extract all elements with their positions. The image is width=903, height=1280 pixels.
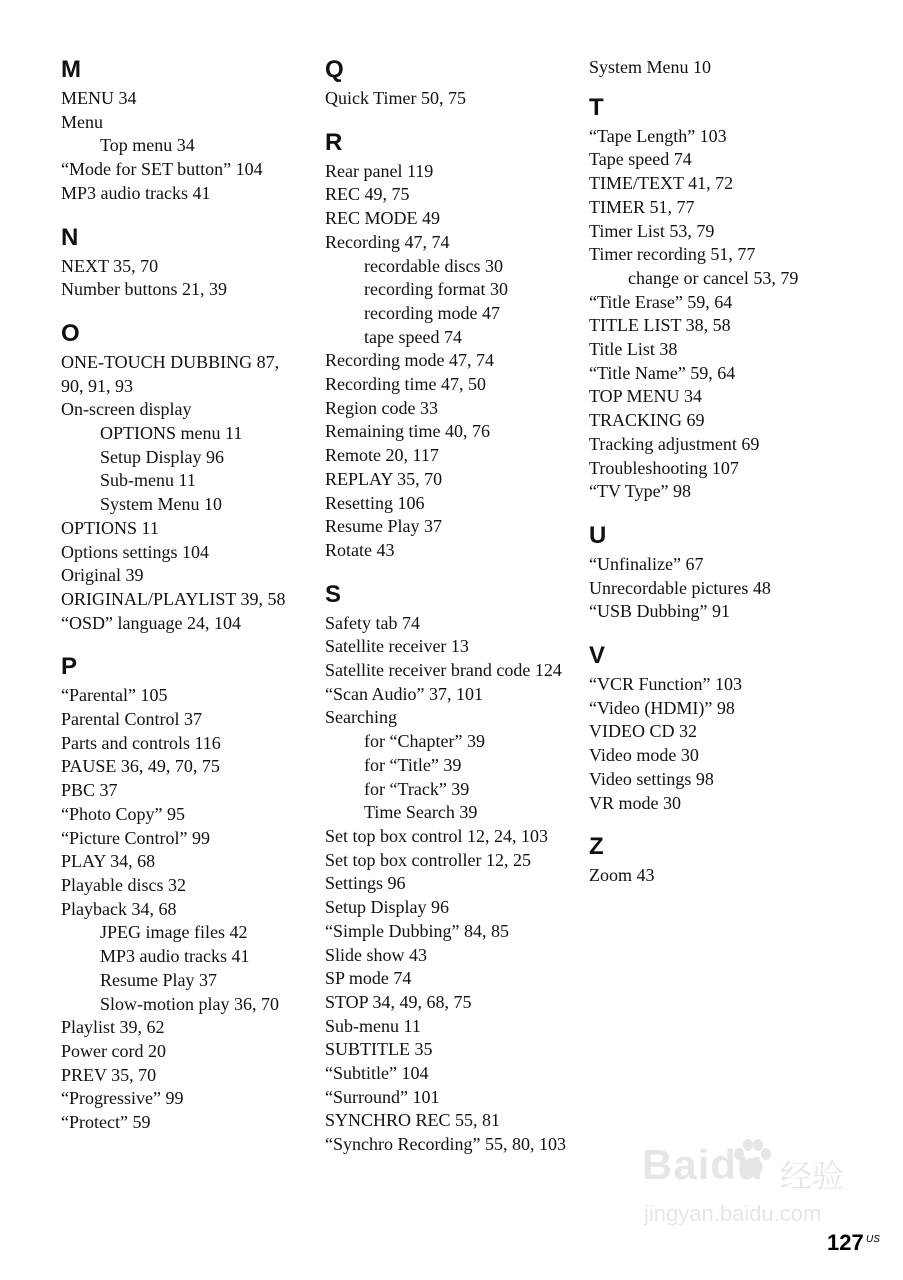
index-entry: Menu bbox=[61, 111, 103, 132]
index-section bbox=[589, 522, 889, 624]
index-entry: Setup Display 96 bbox=[325, 897, 449, 918]
index-entry: Rotate 43 bbox=[325, 539, 395, 560]
index-entry: Timer List 53, 79 bbox=[589, 220, 715, 241]
index-subentry: MP3 audio tracks 41 bbox=[100, 946, 250, 967]
page-number: 127 bbox=[827, 1230, 864, 1255]
index-entry: TIME/TEXT 41, 72 bbox=[589, 173, 734, 194]
index-section bbox=[61, 224, 306, 302]
index-entry: REPLAY 35, 70 bbox=[325, 468, 443, 489]
page-number-suffix: US bbox=[866, 1234, 880, 1245]
index-entry: TIMER 51, 77 bbox=[589, 196, 695, 217]
index-entry: Tracking adjustment 69 bbox=[589, 433, 760, 454]
index-entry: MENU 34 bbox=[61, 88, 137, 108]
index-subentry: JPEG image files 42 bbox=[100, 922, 248, 943]
index-entry: Parts and controls 116 bbox=[61, 732, 221, 753]
index-entry: Sub-menu 11 bbox=[325, 1015, 421, 1036]
section-letter: V bbox=[589, 642, 606, 670]
index-section bbox=[61, 320, 306, 635]
index-entry: PLAY 34, 68 bbox=[61, 851, 156, 872]
index-section bbox=[61, 56, 306, 206]
index-entry: “Video (HDMI)” 98 bbox=[589, 697, 735, 718]
index-entry: OPTIONS 11 bbox=[61, 517, 159, 538]
index-entry: Searching bbox=[325, 707, 397, 728]
index-entry: Rear panel 119 bbox=[325, 160, 434, 181]
section-letter: R bbox=[325, 128, 343, 156]
index-entry: PBC 37 bbox=[61, 780, 118, 801]
index-subentry: Sub-menu 11 bbox=[100, 470, 196, 491]
index-subentry: recordable discs 30 bbox=[364, 255, 503, 276]
index-subentry: for “Track” 39 bbox=[364, 778, 470, 799]
index-entry: “OSD” language 24, 104 bbox=[61, 612, 241, 633]
index-entry: ORIGINAL/PLAYLIST 39, 58 bbox=[61, 588, 286, 609]
index-subentry: recording format 30 bbox=[364, 279, 508, 300]
index-subentry: OPTIONS menu 11 bbox=[100, 423, 243, 444]
index-entry: Power cord 20 bbox=[61, 1040, 166, 1061]
index-entry: Playlist 39, 62 bbox=[61, 1017, 165, 1038]
index-section bbox=[61, 653, 306, 1134]
index-section bbox=[325, 56, 575, 111]
index-entry: Recording time 47, 50 bbox=[325, 374, 486, 395]
index-subentry: for “Chapter” 39 bbox=[364, 731, 485, 752]
index-entry: TOP MENU 34 bbox=[589, 386, 703, 407]
index-subentry: tape speed 74 bbox=[364, 326, 462, 347]
index-entry: TRACKING 69 bbox=[589, 410, 705, 431]
index-entry: “Title Erase” 59, 64 bbox=[589, 291, 733, 312]
index-entry: “Subtitle” 104 bbox=[325, 1063, 429, 1084]
index-entry: Region code 33 bbox=[325, 397, 438, 418]
watermark-brand: Baidu bbox=[642, 1141, 764, 1188]
index-column-3 bbox=[589, 56, 889, 906]
index-entry: “Title Name” 59, 64 bbox=[589, 362, 736, 383]
index-entry: Playback 34, 68 bbox=[61, 898, 177, 919]
index-column-1 bbox=[61, 56, 306, 1153]
index-subentry: Setup Display 96 bbox=[100, 446, 224, 467]
index-entry: VIDEO CD 32 bbox=[589, 721, 697, 742]
index-entry: “Photo Copy” 95 bbox=[61, 803, 185, 824]
index-entry: “Progressive” 99 bbox=[61, 1088, 184, 1109]
index-entry: SYNCHRO REC 55, 81 bbox=[325, 1110, 501, 1131]
section-letter: N bbox=[61, 223, 79, 251]
index-entry: REC 49, 75 bbox=[325, 184, 410, 205]
index-entry: Tape speed 74 bbox=[589, 149, 692, 170]
index-entry: Resetting 106 bbox=[325, 492, 425, 513]
index-entry: Video mode 30 bbox=[589, 745, 699, 766]
section-letter: U bbox=[589, 521, 607, 549]
index-subentry: Time Search 39 bbox=[364, 802, 478, 823]
index-entry: Original 39 bbox=[61, 565, 144, 586]
section-letter: Q bbox=[325, 56, 344, 83]
index-entry: Number buttons 21, 39 bbox=[61, 279, 227, 300]
index-subentry: recording mode 47 bbox=[364, 302, 500, 323]
index-entry: “VCR Function” 103 bbox=[589, 674, 742, 695]
index-subentry: Slow-motion play 36, 70 bbox=[100, 993, 279, 1014]
section-letter: Z bbox=[589, 833, 604, 861]
index-entry: PAUSE 36, 49, 70, 75 bbox=[61, 756, 220, 777]
index-entry: On-screen display bbox=[61, 399, 192, 420]
index-entry: System Menu 10 bbox=[589, 57, 712, 77]
index-entry: STOP 34, 49, 68, 75 bbox=[325, 991, 472, 1012]
section-letter: M bbox=[61, 56, 81, 83]
index-subentry: change or cancel 53, 79 bbox=[628, 267, 799, 288]
index-entry: “Picture Control” 99 bbox=[61, 827, 210, 848]
index-section bbox=[589, 56, 889, 80]
index-entry: Settings 96 bbox=[325, 873, 406, 894]
section-letter: O bbox=[61, 319, 80, 347]
baidu-watermark bbox=[640, 1135, 860, 1240]
index-entry: Satellite receiver brand code 124 bbox=[325, 660, 562, 681]
index-entry: “TV Type” 98 bbox=[589, 481, 692, 502]
index-entry: Set top box control 12, 24, 103 bbox=[325, 825, 548, 846]
index-entry: Recording mode 47, 74 bbox=[325, 350, 494, 371]
section-letter: P bbox=[61, 653, 78, 681]
index-entry: “Simple Dubbing” 84, 85 bbox=[325, 920, 509, 941]
index-entry: PREV 35, 70 bbox=[61, 1064, 157, 1085]
index-section bbox=[325, 129, 575, 563]
index-entry: Zoom 43 bbox=[589, 865, 655, 886]
index-section bbox=[589, 642, 889, 815]
index-entry: MP3 audio tracks 41 bbox=[61, 182, 211, 203]
index-entry: Options settings 104 bbox=[61, 541, 210, 562]
index-entry: VR mode 30 bbox=[589, 792, 681, 813]
index-subentry: Top menu 34 bbox=[100, 135, 195, 156]
watermark-cn-text: 经验 bbox=[780, 1157, 845, 1195]
index-entry: Parental Control 37 bbox=[61, 709, 202, 730]
index-entry: “Protect” 59 bbox=[61, 1112, 151, 1133]
index-entry: Timer recording 51, 77 bbox=[589, 244, 756, 265]
index-entry: “Tape Length” 103 bbox=[589, 125, 727, 146]
index-subentry: System Menu 10 bbox=[100, 494, 223, 515]
index-section bbox=[325, 581, 575, 1157]
index-entry: REC MODE 49 bbox=[325, 208, 441, 229]
index-entry: Troubleshooting 107 bbox=[589, 457, 739, 478]
index-entry: Quick Timer 50, 75 bbox=[325, 88, 467, 108]
section-letter: S bbox=[325, 580, 342, 608]
index-entry: “Scan Audio” 37, 101 bbox=[325, 683, 483, 704]
index-entry: SP mode 74 bbox=[325, 968, 412, 989]
index-column-2 bbox=[325, 56, 575, 1175]
watermark-url: jingyan.baidu.com bbox=[644, 1201, 822, 1226]
index-section bbox=[589, 833, 889, 888]
index-entry: “Mode for SET button” 104 bbox=[61, 159, 263, 180]
index-entry: TITLE LIST 38, 58 bbox=[589, 315, 731, 336]
section-letter: T bbox=[589, 93, 604, 121]
index-entry: Resume Play 37 bbox=[325, 516, 442, 537]
index-entry: NEXT 35, 70 bbox=[61, 255, 159, 276]
index-subentry: Resume Play 37 bbox=[100, 969, 217, 990]
index-entry: ONE-TOUCH DUBBING 87, 90, 91, 93 bbox=[61, 351, 280, 396]
index-entry: Playable discs 32 bbox=[61, 874, 186, 895]
index-entry: “Unfinalize” 67 bbox=[589, 553, 704, 574]
index-entry: Remote 20, 117 bbox=[325, 445, 439, 466]
index-entry: Unrecordable pictures 48 bbox=[589, 577, 771, 598]
index-entry: “Synchro Recording” 55, 80, 103 bbox=[325, 1134, 566, 1155]
index-entry: Title List 38 bbox=[589, 339, 678, 360]
index-entry: Satellite receiver 13 bbox=[325, 636, 469, 657]
index-entry: SUBTITLE 35 bbox=[325, 1039, 433, 1060]
index-entry: Set top box controller 12, 25 bbox=[325, 849, 531, 870]
index-entry: Video settings 98 bbox=[589, 768, 714, 789]
index-entry: “Surround” 101 bbox=[325, 1086, 440, 1107]
index-subentry: for “Title” 39 bbox=[364, 754, 462, 775]
index-entry: Recording 47, 74 bbox=[325, 231, 450, 252]
index-entry: “Parental” 105 bbox=[61, 685, 168, 706]
index-entry: Remaining time 40, 76 bbox=[325, 421, 490, 442]
index-entry: Slide show 43 bbox=[325, 944, 428, 965]
index-section bbox=[589, 94, 889, 504]
index-entry: Safety tab 74 bbox=[325, 612, 420, 633]
index-entry: “USB Dubbing” 91 bbox=[589, 601, 730, 622]
